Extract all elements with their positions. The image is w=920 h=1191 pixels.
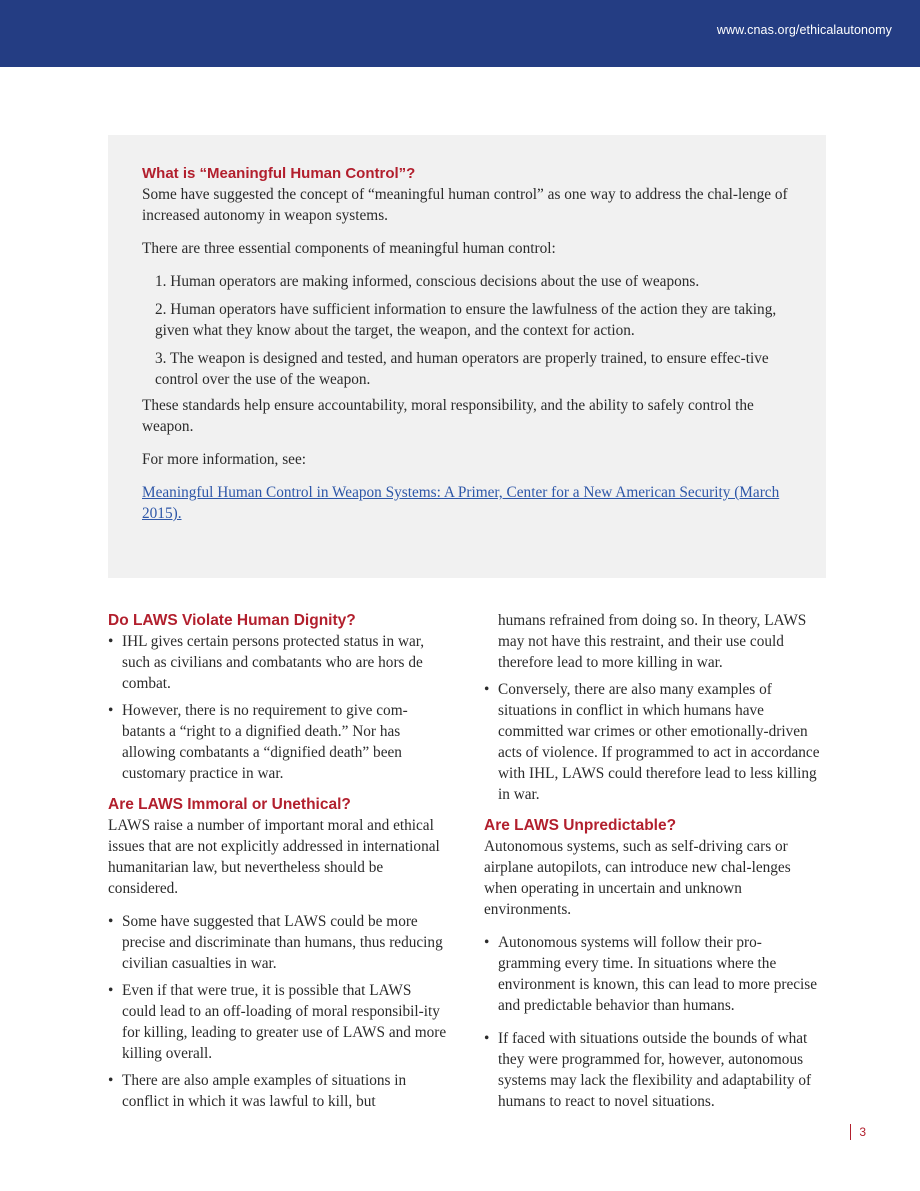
unpredictable-intro: Autonomous systems, such as self-driving cars or airplane autopilots, can introduce new chal-lenges when operating in uncertain and unknown environments. <box>484 838 791 918</box>
page-number: 3 <box>850 1124 866 1140</box>
list-item <box>108 911 448 974</box>
bullet-icon: • <box>108 702 114 719</box>
header-url[interactable]: www.cnas.org/ethicalautonomy <box>716 23 892 37</box>
list-item-text: IHL gives certain persons protected status in war, such as civilians and combatants who are hors de combat. <box>122 633 425 692</box>
component-item: 2. Human operators have sufficient information to ensure the lawfulness of the action they are taking, given what they know about the target, the weapon, and the context for action. <box>155 301 777 339</box>
immoral-intro: LAWS raise a number of important moral and ethical issues that are not explicitly addressed in international humanitarian law, but nevertheless should be considered. <box>108 817 440 897</box>
dignity-heading: Do LAWS Violate Human Dignity? <box>108 612 356 629</box>
left-column <box>108 610 448 1112</box>
bullet-icon: • <box>108 633 114 650</box>
sidebar-more-info: For more information, see: <box>142 451 306 468</box>
components-list <box>142 271 802 390</box>
dignity-list <box>108 631 448 784</box>
sidebar-content <box>142 163 802 524</box>
bullet-icon: • <box>484 1030 490 1047</box>
list-item <box>484 1028 824 1112</box>
sidebar-intro: Some have suggested the concept of “meaningful human control” as one way to address the chal-lenge of increased autonomy in weapon systems. <box>142 186 788 224</box>
continuation-text: humans refrained from doing so. In theory, LAWS may not have this restraint, and their use could therefore lead to more killing in war. <box>498 612 807 671</box>
list-item <box>108 980 448 1064</box>
component-item: 3. The weapon is designed and tested, and human operators are properly trained, to ensure effec-tive control over the use of the weapon. <box>155 350 769 388</box>
bullet-icon: • <box>108 982 114 999</box>
header-bar <box>0 0 920 67</box>
immoral-list <box>108 911 448 1112</box>
sidebar-standards: These standards help ensure accountability, moral responsibility, and the ability to safely control the weapon. <box>142 397 754 435</box>
sidebar-components-lead: There are three essential components of meaningful human control: <box>142 240 556 257</box>
immoral-heading: Are LAWS Immoral or Unethical? <box>108 796 351 813</box>
bullet-icon: • <box>484 681 490 698</box>
right-column <box>484 610 824 1112</box>
sidebar-title: What is “Meaningful Human Control”? <box>142 165 416 182</box>
list-item <box>108 1070 448 1112</box>
list-item-text: Conversely, there are also many examples of situations in conflict in which humans have committed war crimes or other emotionally-driven acts of violence. If programmed to act in accordance with IHL, LAWS could therefore lead to less killing in war. <box>498 681 820 803</box>
list-item <box>108 631 448 694</box>
bullet-icon: • <box>108 1072 114 1089</box>
unpredictable-heading: Are LAWS Unpredictable? <box>484 817 677 834</box>
list-item <box>484 932 824 1016</box>
list-item-text: However, there is no requirement to give com-batants a “right to a dignified death.” Nor has allowing combatants a “dignified death” been customary practice in war. <box>122 702 408 782</box>
list-item-text: Even if that were true, it is possible that LAWS could lead to an off-loading of moral responsibil-ity for killing, leading to greater use of LAWS and more killing overall. <box>122 982 447 1062</box>
sidebar-box <box>108 135 826 578</box>
bullet-icon: • <box>484 934 490 951</box>
list-item <box>484 679 824 805</box>
continuation-list <box>484 679 824 805</box>
list-item-text: Some have suggested that LAWS could be more precise and discriminate than humans, thus reducing civilian casualties in war. <box>122 913 443 972</box>
list-item-text: There are also ample examples of situations in conflict in which it was lawful to kill, but <box>122 1072 407 1110</box>
unpredictable-list <box>484 932 824 1112</box>
list-item-text: If faced with situations outside the bounds of what they were programmed for, however, autonomous systems may lack the flexibility and adaptability of humans to react to novel situations. <box>498 1030 812 1110</box>
list-item-text: Autonomous systems will follow their pro-gramming every time. In situations where the environment is known, this can lead to more precise and predictable behavior than humans. <box>498 934 818 1014</box>
primer-link[interactable]: Meaningful Human Control in Weapon Systems: A Primer, Center for a New American Security (March 2015). <box>142 484 780 522</box>
bullet-icon: • <box>108 913 114 930</box>
component-item: 1. Human operators are making informed, conscious decisions about the use of weapons. <box>155 273 700 290</box>
list-item <box>108 700 448 784</box>
